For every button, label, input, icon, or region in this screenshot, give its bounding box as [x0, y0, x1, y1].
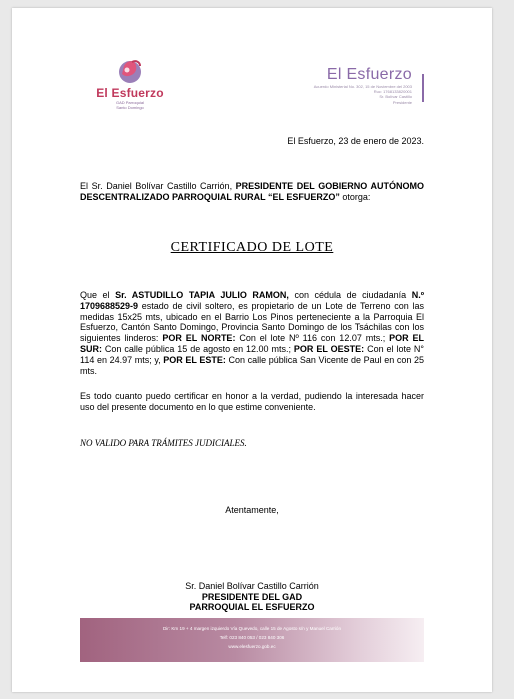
letter-intro — [80, 181, 424, 203]
signature-block — [80, 581, 424, 613]
logo-right-brand: El Esfuerzo — [326, 66, 412, 83]
footer-website: www.elesfuerzo.gob.ec — [228, 644, 276, 649]
intro-prefix: El Sr. Daniel Bolívar Castillo Carrión, — [80, 181, 236, 191]
p1-text: Que el — [80, 290, 116, 300]
signer-title-line1: PRESIDENTE DEL GAD — [201, 591, 303, 602]
document-title: CERTIFICADO DE LOTE — [170, 240, 334, 255]
signer-title-line2: PARROQUIAL EL ESFUERZO — [189, 602, 315, 612]
logo-right — [222, 66, 412, 105]
logo-emblem-icon — [110, 56, 150, 88]
signer-org — [80, 602, 424, 613]
intro-suffix: otorga: — [339, 191, 371, 202]
letter-date: El Esfuerzo, 23 de enero de 2023. — [287, 136, 424, 146]
certificate-paragraph — [80, 290, 424, 376]
p1-text: estado de civil soltero, es propietario de un Lote de Terreno con las medidas 15x25 mts, ubicado en el Barrio Los Pinos perteneciente a la Parroquia El Esfuerzo, Cantón Santo Domingo, Provincia Santo Domingo de los Tsáchilas con los siguientes linderos: — [80, 300, 424, 344]
logo-left — [85, 56, 175, 114]
logo-right-line: Sr. Bolívar Castillo — [379, 94, 412, 100]
signer-name: Sr. Daniel Bolívar Castillo Carrión — [185, 581, 319, 591]
logo-right-line: Acuerdo Ministerial No. 302, 15 de Noviembre del 2003 — [313, 84, 412, 89]
logo-right-bar — [422, 74, 424, 102]
document-page — [12, 8, 492, 692]
p1-text: Con calle pública 15 de agosto en 12.00 mts.; — [102, 343, 294, 354]
p1-text: Con el lote Nº 116 con 12.07 mts.; — [235, 333, 390, 344]
logo-left-sub2: Santo Domingo — [116, 105, 144, 110]
signer-title — [80, 592, 424, 603]
closing-paragraph: Es todo cuanto puedo certificar en honor a la verdad, pudiendo la interesada hacer uso del presente documento en lo que estime conveniente. — [80, 391, 424, 412]
boundary-north: POR EL NORTE: — [162, 333, 236, 344]
footer-address: Dir: Km 19 + 4 margen izquierdo Vía Quevedo, calle 15 de Agosto s/n y Manuel Carrión — [162, 626, 342, 631]
owner-id: N.º 1709688529-9 — [80, 290, 424, 311]
logo-left-sub1: GAD Parroquial — [115, 100, 144, 105]
p1-text: Con el lote N° 114 en 24.97 mts; y, — [80, 343, 424, 365]
logo-right-line: Presidente — [392, 99, 412, 105]
p1-text: Con calle pública San Vicente de Paul en con 25 mts. — [80, 354, 424, 376]
intro-bold: PRESIDENTE DEL GOBIERNO AUTÓNOMO DESCENTRALIZADO PARROQUIAL RURAL “EL ESFUERZO” — [80, 181, 424, 202]
letterhead-footer — [80, 618, 424, 662]
owner-name: Sr. ASTUDILLO TAPIA JULIO RAMON, — [115, 290, 289, 300]
logo-right-line: Ruc: 1768133820001 — [373, 89, 412, 95]
p1-text: con cédula de ciudadanía — [288, 290, 412, 300]
boundary-south: POR EL SUR: — [80, 333, 424, 354]
footer-phone: Telf: 023 840 053 / 023 840 306 — [219, 635, 285, 640]
closing-salutation: Atentamente, — [225, 505, 279, 515]
legal-disclaimer: NO VALIDO PARA TRÁMITES JUDICIALES. — [80, 438, 247, 448]
logo-left-brand: El Esfuerzo — [96, 86, 164, 100]
boundary-east: POR EL ESTE: — [163, 354, 226, 365]
boundary-west: POR EL OESTE: — [293, 343, 365, 354]
